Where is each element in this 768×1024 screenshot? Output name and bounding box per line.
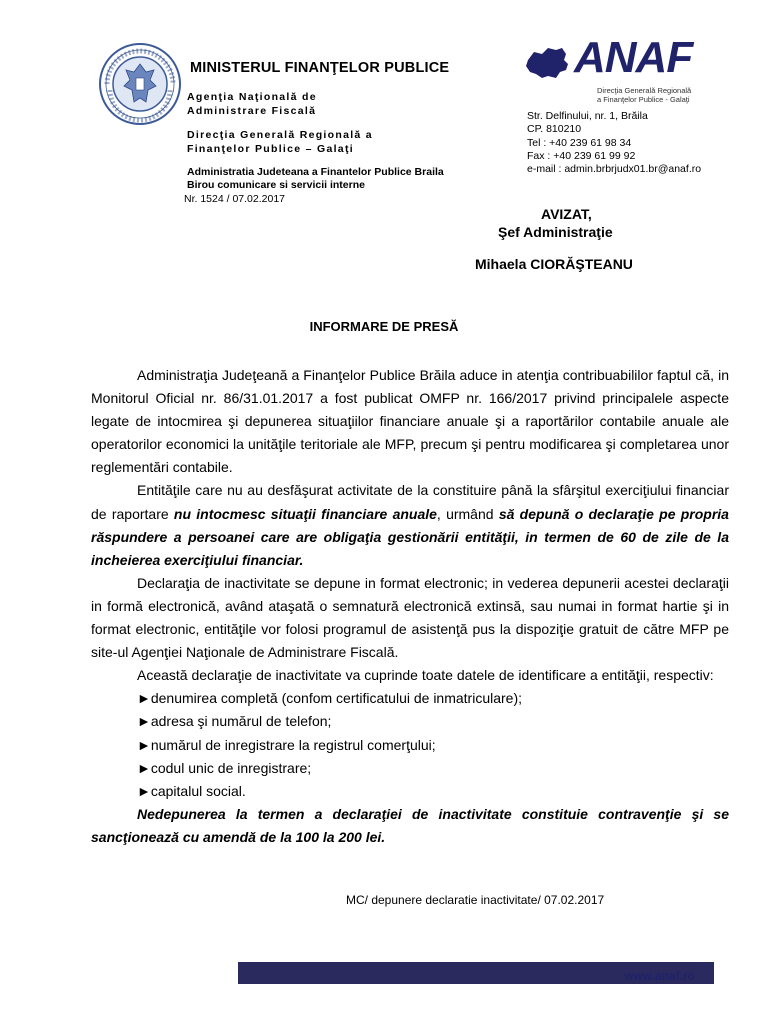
list-item: ►codul unic de inregistrare; [137, 759, 312, 776]
obligation-emphasis-2: să depună o declaraţie pe propria răspundere a persoanei care are obligaţia gestionării entităţii, in termen de 60 de zile de la incheierea exerciţiului financiar. [91, 505, 729, 568]
website-link[interactable]: www.anaf.ro [624, 969, 695, 983]
anaf-subtitle-line-1: Direcţia Generală Regională [597, 86, 692, 95]
romania-map-icon [524, 46, 570, 80]
email: e-mail : admin.brbrjudx01.br@anaf.ro [527, 163, 702, 176]
list-item: ►numărul de inregistrare la registrul comerţului; [137, 736, 436, 753]
administration-line-1: Administratia Judeteana a Finantelor Publice Braila [187, 166, 444, 178]
document-title: INFORMARE DE PRESĂ [309, 319, 459, 334]
agency-line-2: Administrare Fiscală [187, 105, 317, 117]
anaf-subtitle-line-2: a Finanţelor Publice - Galaţi [597, 95, 690, 104]
directorate-line-1: Direcţia Generală Regională a [187, 129, 373, 141]
fax: Fax : +40 239 61 99 92 [527, 149, 636, 162]
list-item: ►adresa şi numărul de telefon; [137, 713, 332, 730]
list-item: ►capitalul social. [137, 782, 246, 799]
agency-line-1: Agenţia Naţională de [187, 91, 317, 103]
anaf-subtitle [597, 86, 691, 104]
administration-name [187, 166, 444, 192]
anaf-logo: ANAF [574, 33, 693, 82]
paragraph-penalty: Nedepunerea la termen a declaraţiei de inactivitate constituie contravenţie şi se sancţionează cu amendă de la 100 la 200 lei. [91, 805, 729, 845]
obligation-emphasis-1: nu intocmesc situaţii financiare anuale [173, 505, 437, 522]
paragraph-obligation [91, 479, 729, 571]
approval-role: Şef Administraţie [498, 224, 613, 240]
paragraph-format: Declaraţia de inactivitate se depune in format electronic; in vederea depunerii acestei declaraţii in formă electronică, având ataşată o semnatură electronică extinsă, sau numai in format hartie şi in format electronic, entităţile vor folosi programul de asistenţă pus la dispoziţie gratuit de către MFP pe site-ul Agenţiei Naţionale de Administrare Fiscală. [91, 574, 729, 661]
paragraph-intro: Administraţia Judeţeană a Finanţelor Publice Brăila aduce in atenţia contribuabililor faptul că, in Monitorul Oficial nr. 86/31.01.2017 a fost publicat OMFP nr. 166/2017 privind principalele aspecte legate de intocmirea şi depunerea situaţiilor financiare anuale şi a raportărilor contabile anuale ale operatorilor economici la unităţile teritoriale ale MFP, precum şi pentru modificarea şi completarea unor reglementări contabile. [91, 367, 729, 476]
postal-code: CP. 810210 [527, 123, 582, 136]
document-body [91, 364, 729, 849]
administration-line-2: Birou comunicare si servicii interne [187, 179, 365, 191]
registration-number: Nr. 1524 / 07.02.2017 [184, 193, 285, 205]
paragraph-content: Această declaraţie de inactivitate va cuprinde toate datele de identificare a entităţii, respectiv: [137, 667, 714, 684]
approval-label: AVIZAT, [541, 206, 592, 222]
obligation-text-1: Entităţile care nu au desfăşurat activitate de la constituire până la sfârşitul exerciţiului financiar de raportare [91, 482, 729, 522]
approval-signer: Mihaela CIORĂŞTEANU [475, 256, 633, 272]
directorate-line-2: Finanţelor Publice – Galaţi [187, 143, 354, 155]
list-item: ►denumirea completă (confom certificatului de inmatriculare); [137, 690, 523, 707]
ministry-seal [98, 42, 182, 126]
directorate-name [187, 128, 373, 156]
ministry-title: MINISTERUL FINANŢELOR PUBLICE [190, 60, 450, 76]
agency-name [187, 90, 317, 118]
contact-block [527, 110, 701, 176]
obligation-text-2: , urmând [436, 505, 499, 522]
document-reference: MC/ depunere declaratie inactivitate/ 07.02.2017 [346, 893, 605, 907]
address: Str. Delfinului, nr. 1, Brăila [527, 110, 648, 122]
phone: Tel : +40 239 61 98 34 [527, 136, 632, 149]
